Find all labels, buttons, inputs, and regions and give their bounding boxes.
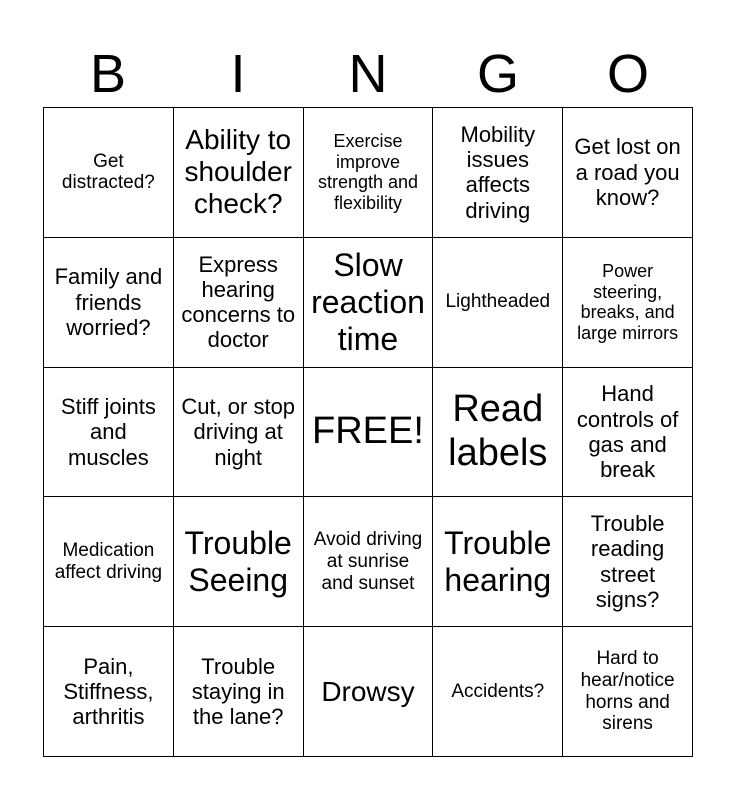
bingo-cell[interactable] bbox=[174, 497, 304, 627]
bingo-cell-free[interactable] bbox=[304, 368, 434, 498]
cell-text: Express hearing concerns to doctor bbox=[181, 251, 296, 353]
header-letter-n: N bbox=[348, 44, 388, 104]
bingo-cell[interactable] bbox=[563, 497, 693, 627]
bingo-cell[interactable] bbox=[563, 108, 693, 238]
header-letter-o: O bbox=[606, 44, 649, 104]
bingo-cell[interactable] bbox=[174, 627, 304, 757]
cell-text: Pain, Stiffness, arthritis bbox=[63, 653, 154, 730]
cell-text: Get distracted? bbox=[61, 150, 155, 194]
cell-text: Accidents? bbox=[451, 680, 545, 702]
cell-text: Stiff joints and muscles bbox=[60, 394, 156, 470]
cell-text: Get lost on a road you know? bbox=[574, 134, 681, 211]
bingo-cell[interactable] bbox=[174, 368, 304, 498]
cell-text: FREE! bbox=[312, 410, 424, 453]
cell-text: Medication affect driving bbox=[54, 539, 163, 583]
bingo-cell[interactable] bbox=[304, 238, 434, 368]
bingo-cell[interactable] bbox=[433, 497, 563, 627]
cell-text: Lightheaded bbox=[445, 291, 551, 313]
bingo-cell[interactable] bbox=[563, 627, 693, 757]
bingo-cell[interactable] bbox=[44, 627, 174, 757]
cell-text: Trouble Seeing bbox=[184, 524, 292, 598]
bingo-cell[interactable] bbox=[304, 108, 434, 238]
cell-text: Power steering, breaks, and large mirrors bbox=[577, 260, 679, 343]
cell-text: Avoid driving at sunrise and sunset bbox=[313, 529, 423, 594]
bingo-cell[interactable] bbox=[44, 368, 174, 498]
bingo-cell[interactable] bbox=[304, 627, 434, 757]
cell-text: Trouble hearing bbox=[444, 524, 552, 598]
cell-text: Hand controls of gas and break bbox=[576, 381, 679, 483]
bingo-cell[interactable] bbox=[433, 238, 563, 368]
cell-text: Slow reaction time bbox=[311, 247, 425, 357]
bingo-board bbox=[43, 107, 693, 757]
bingo-cell[interactable] bbox=[174, 238, 304, 368]
bingo-cell[interactable] bbox=[44, 497, 174, 627]
cell-text: Hard to hear/notice horns and sirens bbox=[580, 647, 675, 735]
bingo-cell[interactable] bbox=[433, 368, 563, 498]
cell-text: Trouble reading street signs? bbox=[590, 511, 665, 613]
bingo-cell[interactable] bbox=[563, 368, 693, 498]
cell-text: Trouble staying in the lane? bbox=[191, 653, 285, 730]
cell-text: Exercise improve strength and flexibility bbox=[317, 131, 419, 214]
bingo-header bbox=[43, 40, 693, 108]
bingo-cell[interactable] bbox=[304, 497, 434, 627]
header-letter-b: B bbox=[89, 44, 127, 104]
header-letter-i: I bbox=[230, 44, 246, 104]
bingo-cell[interactable] bbox=[44, 238, 174, 368]
cell-text: Mobility issues affects driving bbox=[460, 121, 536, 223]
bingo-cell[interactable] bbox=[563, 238, 693, 368]
cell-text: Cut, or stop driving at night bbox=[181, 394, 296, 470]
cell-text: Read labels bbox=[448, 388, 548, 474]
bingo-cell[interactable] bbox=[433, 108, 563, 238]
header-letter-g: G bbox=[476, 44, 519, 104]
bingo-cell[interactable] bbox=[433, 627, 563, 757]
cell-text: Ability to shoulder check? bbox=[184, 124, 292, 220]
bingo-cell[interactable] bbox=[174, 108, 304, 238]
cell-text: Drowsy bbox=[321, 675, 415, 707]
cell-text: Family and friends worried? bbox=[54, 264, 163, 340]
bingo-cell[interactable] bbox=[44, 108, 174, 238]
